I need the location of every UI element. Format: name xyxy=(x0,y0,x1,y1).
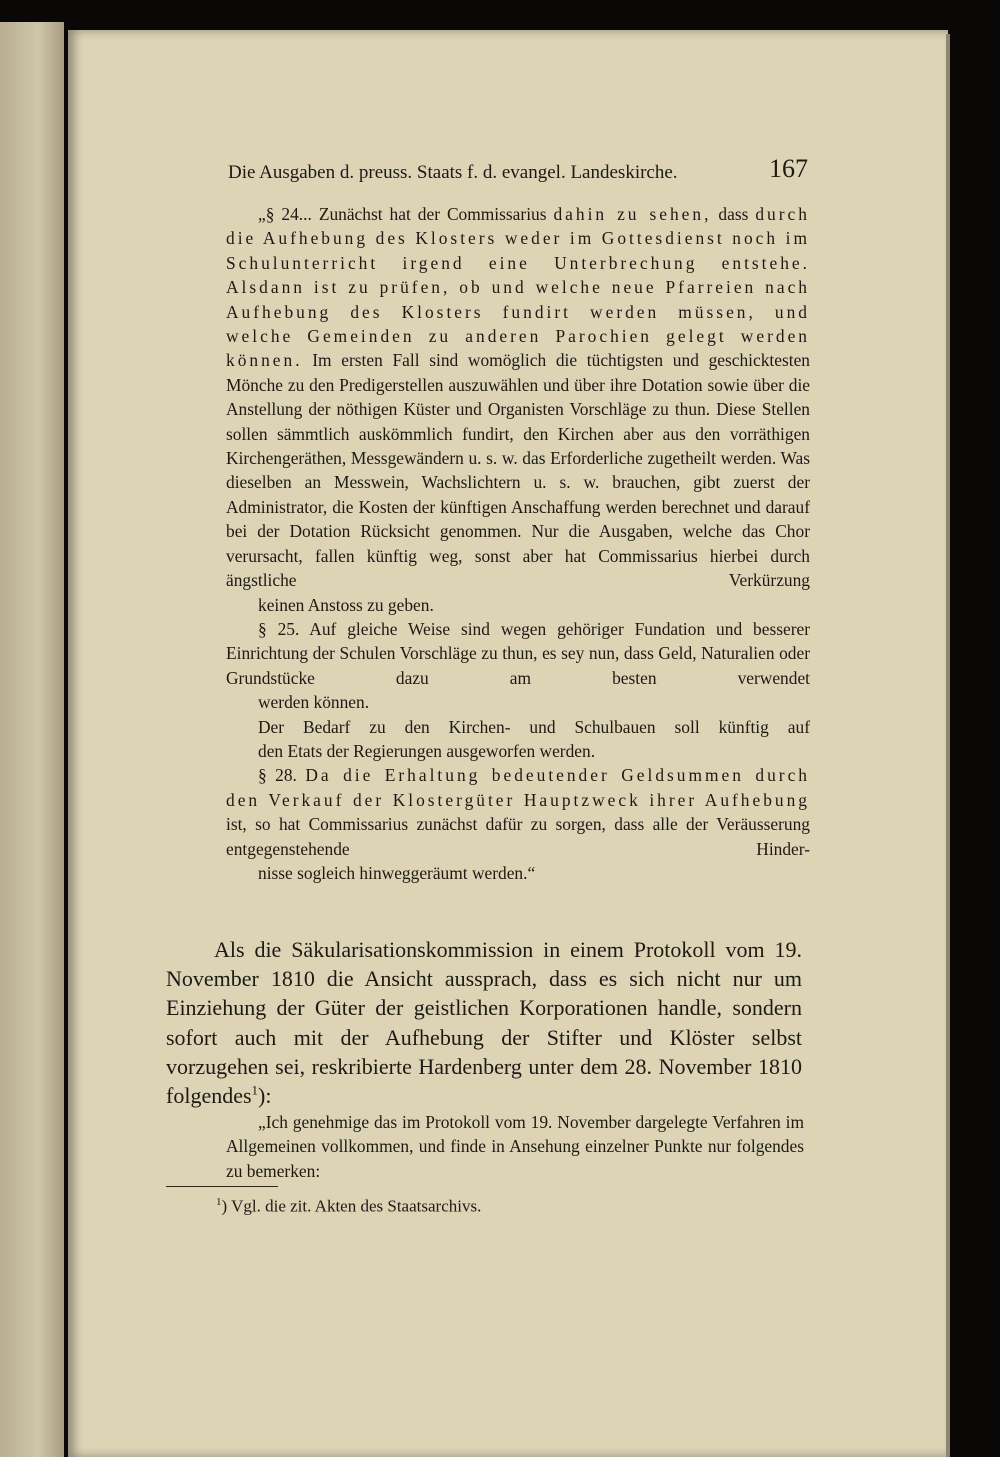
paragraph-bedarf xyxy=(226,715,810,764)
p24-spaced-1b: dass xyxy=(711,204,749,224)
paragraph-28 xyxy=(226,763,810,885)
previous-page-edge xyxy=(0,22,64,1457)
p24-open: „§ 24... Zunächst hat der Commissarius xyxy=(258,204,554,224)
p24-last-line: keinen Anstoss zu geben. xyxy=(258,594,434,615)
p28-spaced: Da die Erhaltung bedeutender Geldsummen durch den Verkauf der Klostergüter Hauptzweck ihrer Aufhebung xyxy=(226,765,810,810)
main-paragraph-text: Als die Säkularisationskommission in einem Protokoll vom 19. November 1810 die Ansicht aussprach, dass es sich nicht nur um Einziehung der Güter der geistlichen Korporationen handle, sondern sofort auch mit der Aufhebung der Stifter und Klöster selbst vorzugehen sei, reskribierte Hardenberg unter dem 28. November 1810 folgendes xyxy=(166,937,802,1109)
p24-spaced-2: durch die Aufhebung des Klosters weder im Gottesdienst noch im Schulunterricht irgend eine Unterbrechung entstehe. Alsdann ist zu prüfen, ob und welche neue Pfarreien nach Aufhebung des Klosters fundirt werden müssen, und welche Gemeinden zu anderen Parochien gelegt werden können. xyxy=(226,204,810,371)
page-fore-edge xyxy=(946,34,950,1457)
bedarf-text: Der Bedarf zu den Kirchen- und Schulbauen soll künftig auf xyxy=(258,716,810,737)
hardenberg-quote xyxy=(226,1110,804,1183)
footnote xyxy=(216,1196,481,1217)
footnote-mark: 1 xyxy=(216,1196,222,1208)
p28-rest: ist, so hat Commissarius zunächst dafür zu sorgen, dass alle der Veräusserung entgegenstehende Hinder- xyxy=(226,814,810,859)
quoted-instruction xyxy=(226,202,810,885)
footnote-rule xyxy=(166,1186,278,1187)
page-number: 167 xyxy=(769,154,808,183)
main-paragraph xyxy=(166,935,802,1110)
p28-last-line: nisse sogleich hinweggeräumt werden.“ xyxy=(258,862,536,883)
footnote-text: ) Vgl. die zit. Akten des Staatsarchivs. xyxy=(221,1196,482,1216)
running-head-title: Die Ausgaben d. preuss. Staats f. d. evangel. Landeskirche. xyxy=(228,162,678,183)
p24-rest: Im ersten Fall sind womöglich die tüchtigsten und geschicktesten Mönche zu den Predigerstellen auszuwählen und über ihre Dotation sowie über die Anstellung der nöthigen Küster und Organisten Vorschläge zu thun. Diese Stellen sollen sämmtlich auskömmlich fundirt, den Kirchen aber aus den vorräthigen Kirchengeräthen, Messgewändern u. s. w. das Erforderliche zugetheilt werden. Was dieselben an Messwein, Wachslichtern u. s. w. brauchen, gibt zuerst der Administrator, die Kosten der künftigen Anschaffung werden berechnet und darauf bei der Dotation Rücksicht genommen. Nur die Ausgaben, welche das Chor verursacht, fallen künftig weg, sonst aber hat Commissarius hierbei durch ängstliche Verkürzung xyxy=(226,350,810,591)
main-text xyxy=(166,935,802,1110)
hardenberg-quote-text: „Ich genehmige das im Protokoll vom 19. November dargelegte Verfahren im Allgemeinen vollkommen, und finde in Ansehung einzelner Punkte nur folgendes zu bemerken: xyxy=(226,1112,804,1181)
paragraph-24 xyxy=(226,202,810,617)
p25-text: § 25. Auf gleiche Weise sind wegen gehöriger Fundation und besserer Einrichtung der Schulen Vorschläge zu thun, es sey nun, dass Geld, Naturalien oder Grundstücke dazu am besten verwendet xyxy=(226,618,810,688)
p25-last-line: werden können. xyxy=(258,692,370,713)
footnote-reference: 1 xyxy=(251,1082,259,1098)
p28-open: § 28. xyxy=(258,765,306,786)
main-paragraph-end: ): xyxy=(258,1083,272,1109)
bedarf-last-line: den Etats der Regierungen ausgeworfen werden. xyxy=(258,740,596,761)
paragraph-25 xyxy=(226,617,810,715)
p24-spaced-1: dahin zu sehen, xyxy=(553,204,712,224)
